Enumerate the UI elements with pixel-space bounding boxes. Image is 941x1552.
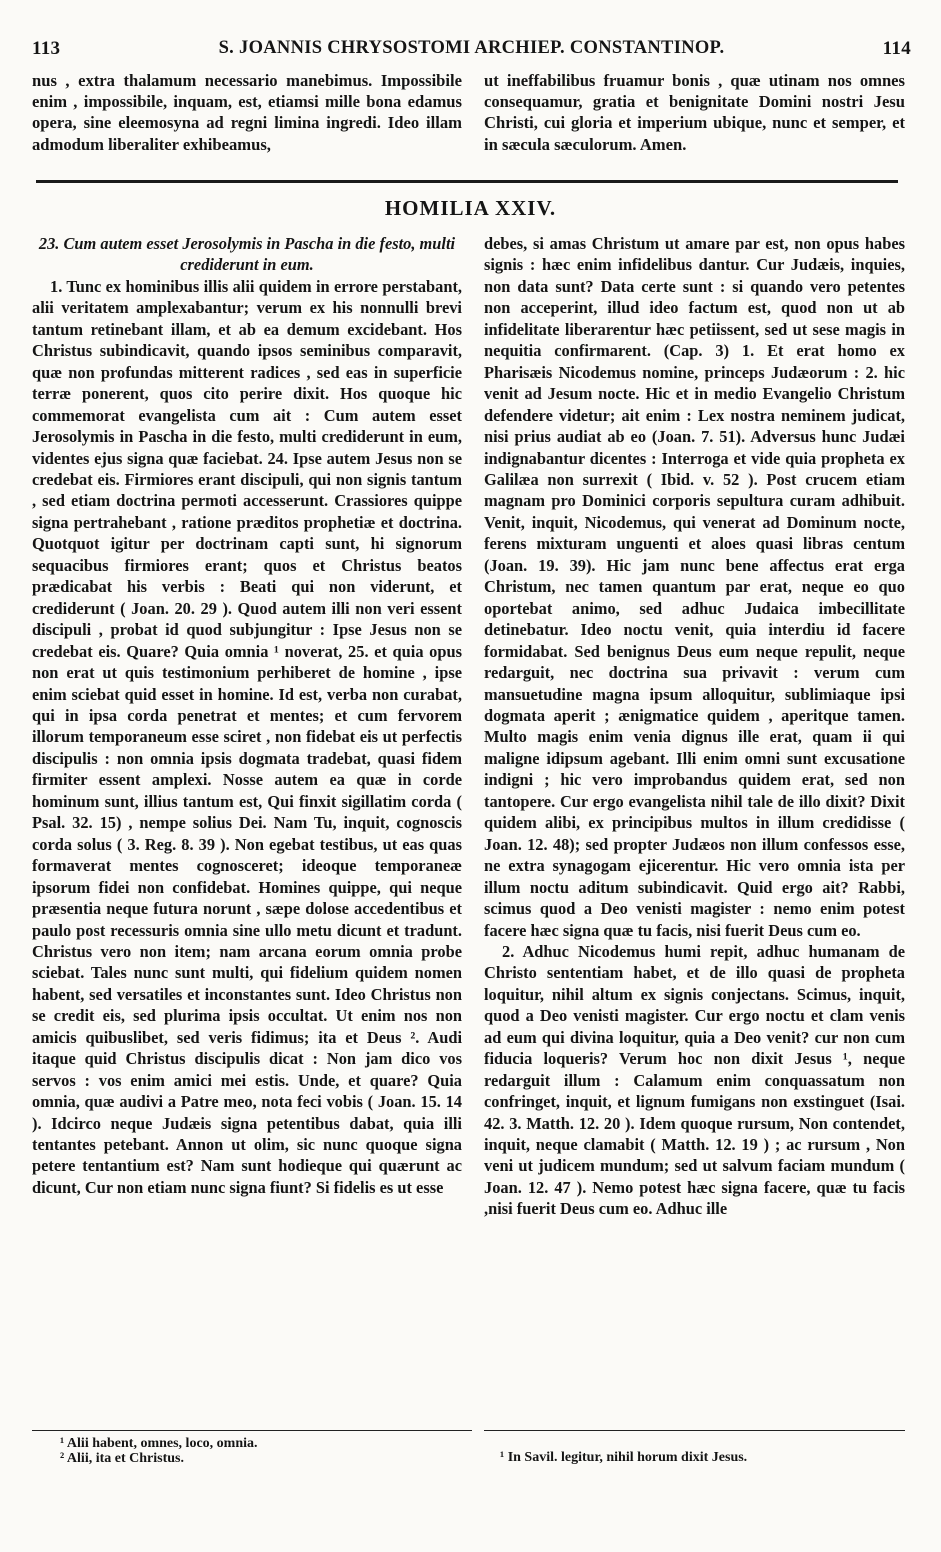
footnote: ² Alii, ita et Christus. — [60, 1451, 184, 1466]
paragraph: debes, si amas Christum ut amare par est, non opus habes signis : hæc enim infidelibus dantur. Cur Judæis, inquies, non data sunt? Data certe sunt : si quando vero petentes non acceperint, illud ideo factum est, quod non ut ab infidelitate liberarentur hæc petiissent, sed ut sese magis in nequitia confirmarent. (Cap. 3) 1. Et erat homo ex Pharisæis Nicodemus nomine, princeps Judæorum : 2. hic venit ad Jesum nocte. Hic et in medio Evangelio Christum defendere videtur; ait enim : Lex nostra neminem judicat, nisi prius audiat ab eo (Joan. 7. 51). Adversus hunc Judæi indignabantur dicentes : Interroga et vide quia propheta ex Galilæa non surrexit ( Ibid. v. 52 ). Post crucem etiam magnam pro Dominici corporis sepultura curam adhibuit. Venit, inquit, Nicodemus, qui venerat ad Dominum nocte, ferens mixturam unguenti et aloes quasi libras centum (Joan. 19. 39). Hic jam nunc bene affectus erat erga Christum, nec tamen quantum par erat, neque eo quo oportebat animo, sed adhuc Judaica imbecillitate detinebatur. Ideo noctu venit, quia interdiu id facere formidabat. Sed benignus Deus eum neque repulit, neque redarguit, nec doctrina sua privavit : verum cum mansuetudine magna ipsum alloquitur, sublimiaque ipsi dogmata aperit ; ænigmatice quidem , aperitque tamen. Multo magis enim venia dignus ille erat, quam ii qui maligne idipsum agebant. Illi enim omni sunt excusatione indigni ; hic vero improbandus quidem erat, sed non tantopere. Cur ergo evangelista nihil tale de illo dixit? Dixit quidem alibi, ex principibus multos in illum credidisse ( Joan. 12. 48); sed propter Judæos non illum confessos esse, ne extra synagogam ejicerentur. Hic vero omnia ista per illum noctu aditum subindicavit. Quid ergo ait? Rabbi, scimus quod a Deo venisti magister : nemo enim potest facere hæc signa quæ tu facis, nisi fuerit Deus cum eo. — [484, 234, 905, 940]
left-column — [32, 233, 462, 1198]
footnote: ¹ In Savil. legitur, nihil horum dixit Jesus. — [500, 1450, 748, 1465]
page-number-right: 114 — [882, 38, 911, 59]
paragraph: ut ineffabilibus fruamur bonis , quæ utinam nos omnes consequamur, gratia et benignitate Domini nostri Jesu Christi, cui gloria et imperium ubique, nunc et semper, et in sæcula sæculorum. Amen. — [484, 71, 905, 154]
verse-caption: 23. Cum autem esset Jerosolymis in Pascha in die festo, multi crediderunt in eum. — [38, 234, 456, 275]
paragraph: 2. Adhuc Nicodemus humi repit, adhuc humanam de Christo sententiam habet, et de illo quasi de propheta loquitur, nihil altum ex signis conjectans. Scimus, inquit, quod a Deo venisti magister. Cur ergo noctu et clam venis ad eum qui divina loquitur, quia a Deo venit? cur non cum fiducia loqueris? Verum hoc non dixit Jesus ¹, neque redarguit illum : Calamum enim conquassatum non confringet, inquit, et lignum fumigans non exstinguet (Isai. 42. 3. Matth. 12. 20 ). Idem quoque rursum, Non contendet, inquit, neque clamabit ( Matth. 12. 19 ) ; ac rursum , Non veni ut judicem mundum; sed ut salvum faciam mundum ( Joan. 12. 47 ). Nemo potest hæc signa facere, quæ tu facis ,nisi fuerit Deus cum eo. Adhuc ille — [484, 941, 905, 1219]
paragraph: nus , extra thalamum necessario manebimus. Impossibile enim , impossibile, inquam, est, etiamsi mille bona edamus opera, sine eleemosyna ad regni limina ingredi. Ideo illam admodum liberaliter exhibeamus, — [32, 71, 462, 154]
section-divider — [36, 180, 898, 183]
footnote-divider — [484, 1430, 905, 1431]
running-title: S. JOANNIS CHRYSOSTOMI ARCHIEP. CONSTANTINOP. — [218, 38, 725, 58]
footnotes-right — [500, 1450, 900, 1465]
top-right-text — [484, 70, 905, 155]
footnote-divider — [32, 1430, 472, 1431]
paragraph: 1. Tunc ex hominibus illis alii quidem in errore perstabant, alii veritatem amplexabantur; verum ex his nonnulli brevi tantum retinebant illam, et ab ea demum excidebant. Hos Christus subindicavit, quando ipsos seminibus comparavit, quæ non profundas mitterent radices , sed eas in superficie terræ ponerent, quos cito perire dixit. Hos quoque hic commemorat evangelistа cum ait : Cum autem esset Jerosolymis in Pascha in die festo, multi crediderunt in eum, videntes ejus signa quæ faciebat. 24. Ipse autem Jesus non se credebat eis. Firmiores erant discipuli, qui non signis tantum , sed etiam doctrina permoti accesserunt. Crassiores quippe signa pertrahebant , ratione præditos prophetiæ et doctrina. Quotquot igitur per doctrinam capti sunt, hi signorum sequacibus firmiores erant; quos et Christus beatos prædicabat his verbis : Beati qui non viderunt, et crediderunt ( Joan. 20. 29 ). Quod autem illi non veri essent discipuli , probat id quod subjungitur : Ipse Jesus non se credebat eis. Quare? Quia omnia ¹ noverat, 25. et quia opus non erat ut quis testimonium perhiberet de homine , ipse enim sciebat quid esset in homine. Id est, verba non curabat, qui in ipsa corda penetrat et mentes; et cum fervorem illorum temporaneum esse sciret , non fidebat eis ut perfectis discipulis : non omnia ipsis dogmata tradebat, quasi fidem firmiter essent amplexi. Nosse autem ea quæ in corde hominum sunt, illius tantum est, Qui finxit sigillatim corda ( Psal. 32. 15) , nempe solius Dei. Nam Tu, inquit, cognoscis corda solus ( 3. Reg. 8. 39 ). Non egebat testibus, ut eas quas formaverat mentes cognosceret; ideoque temporaneæ ipsorum fidei non confidebat. Homines quippe, qui neque præsentia neque futura norunt , sæpe dolose accedentibus et paulo post recessuris omnia sine ullo metu dicunt et tradunt. Christus vero non item; nam arcana eorum omnia probe sciebat. Tales nunc sunt multi, qui fidelium quidem nomen habent, sed versatiles et inconstantes sunt. Ideo Christus non se credit eis, sed plurima ipsis occultat. Ut enim nos non amicis quibuslibet, sed veris fidimus; ita et Deus ². Audi itaque quid Christus discipulis dicat : Non jam dico vos servos : vos enim amici mei estis. Unde, et quare? Quia omnia, quæ audivi a Patre meo, nota feci vobis ( Joan. 15. 14 ). Idcirco neque Judæis signa petentibus dabat, quia illi tentantes petebant. Annon ut olim, sic nunc quoque signa petere tentantium est? Nam sunt hodieque qui quærunt ac dicunt, Cur non etiam nunc signa fiunt? Si fidelis es ut esse — [32, 276, 462, 1197]
footnote: ¹ Alii habent, omnes, loco, omnia. — [60, 1436, 258, 1451]
running-header — [32, 38, 911, 66]
right-column — [484, 233, 905, 1220]
top-left-text — [32, 70, 462, 155]
page-number-left: 113 — [32, 38, 61, 59]
footnotes-left — [60, 1436, 460, 1466]
homily-title: HOMILIA XXIV. — [384, 196, 557, 220]
